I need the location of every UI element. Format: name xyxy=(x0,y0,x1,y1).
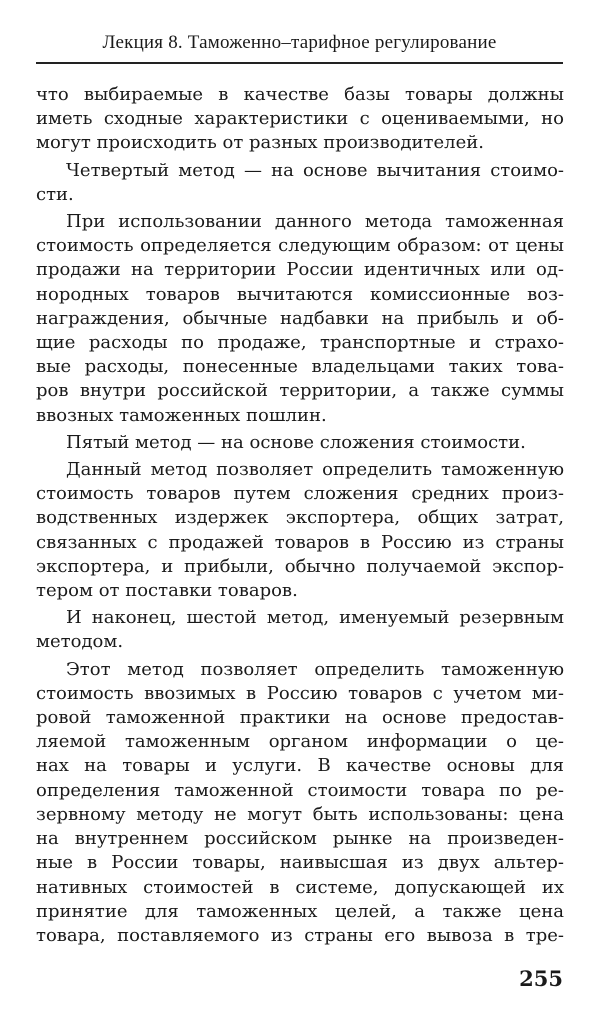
text-line: награждения, обычные надбавки на прибыль и об- xyxy=(36,307,564,329)
text-line: принятие для таможенных целей, а также цена xyxy=(36,900,564,922)
paragraph-7 xyxy=(36,658,564,948)
text-line: вые расходы, понесенные владельцами таких това- xyxy=(36,356,564,378)
text-line: ляемой таможенным органом информации о це- xyxy=(36,731,564,753)
paragraph-2 xyxy=(36,159,564,207)
text-line: зервному методу не могут быть использованы: цена xyxy=(36,803,564,825)
paragraph-1 xyxy=(36,83,564,156)
text-line: ввозных таможенных пошлин. xyxy=(36,404,327,426)
text-line: Данный метод позволяет определить таможенную xyxy=(66,459,564,481)
text-line: стоимость ввозимых в Россию товаров с учетом ми- xyxy=(36,682,564,704)
paragraph-3 xyxy=(36,210,564,428)
paragraph-4 xyxy=(36,431,564,455)
text-line: сти. xyxy=(36,183,74,205)
running-header xyxy=(36,28,563,64)
text-line: Этот метод позволяет определить таможенную xyxy=(66,658,564,680)
text-line: водственных издержек экспортера, общих затрат, xyxy=(36,507,564,529)
paragraph-6 xyxy=(36,606,564,654)
text-line: нативных стоимостей в системе, допускающей их xyxy=(36,876,564,898)
paragraph-5 xyxy=(36,458,564,603)
text-line: ров внутри российской территории, а также суммы xyxy=(36,380,564,402)
text-line: могут происходить от разных производителей. xyxy=(36,132,484,154)
text-line: нородных товаров вычитаются комиссионные воз- xyxy=(36,283,564,305)
text-line: продажи на территории России идентичных или од- xyxy=(36,259,564,281)
text-line: товара, поставляемого из страны его вывоза в тре- xyxy=(36,924,564,946)
text-line: И наконец, шестой метод, именуемый резервным xyxy=(66,607,564,629)
text-line: связанных с продажей товаров в Россию из страны xyxy=(36,531,564,553)
text-line: иметь сходные характеристики с оцениваемыми, но xyxy=(36,108,564,130)
text-line: ные в России товары, наивысшая из двух альтер- xyxy=(36,852,564,874)
text-line: Четвертый метод — на основе вычитания стоимо- xyxy=(66,159,564,181)
text-line: определения таможенной стоимости товара по ре- xyxy=(36,779,564,801)
text-line: что выбираемые в качестве базы товары должны xyxy=(36,84,564,105)
text-line: щие расходы по продаже, транспортные и страхо- xyxy=(36,332,564,354)
text-line: методом. xyxy=(36,631,124,653)
text-line: Пятый метод — на основе сложения стоимости. xyxy=(66,431,526,453)
running-title: Лекция 8. Таможенно–тарифное регулирование xyxy=(102,32,497,53)
text-line: стоимость товаров путем сложения средних произ- xyxy=(36,483,564,505)
text-line: ровой таможенной практики на основе предостав- xyxy=(36,707,564,729)
text-line: тером от поставки товаров. xyxy=(36,580,298,602)
text-line: стоимость определяется следующим образом: от цены xyxy=(36,235,564,257)
text-line: экспортера, и прибыли, обычно получаемой экспор- xyxy=(36,555,564,577)
text-line: При использовании данного метода таможенная xyxy=(66,211,564,233)
text-line: нах на товары и услуги. В качестве основы для xyxy=(36,755,564,777)
text-line: на внутреннем российском рынке на произведен- xyxy=(36,828,564,850)
page-number: 255 xyxy=(519,966,563,991)
page-body xyxy=(36,83,564,951)
